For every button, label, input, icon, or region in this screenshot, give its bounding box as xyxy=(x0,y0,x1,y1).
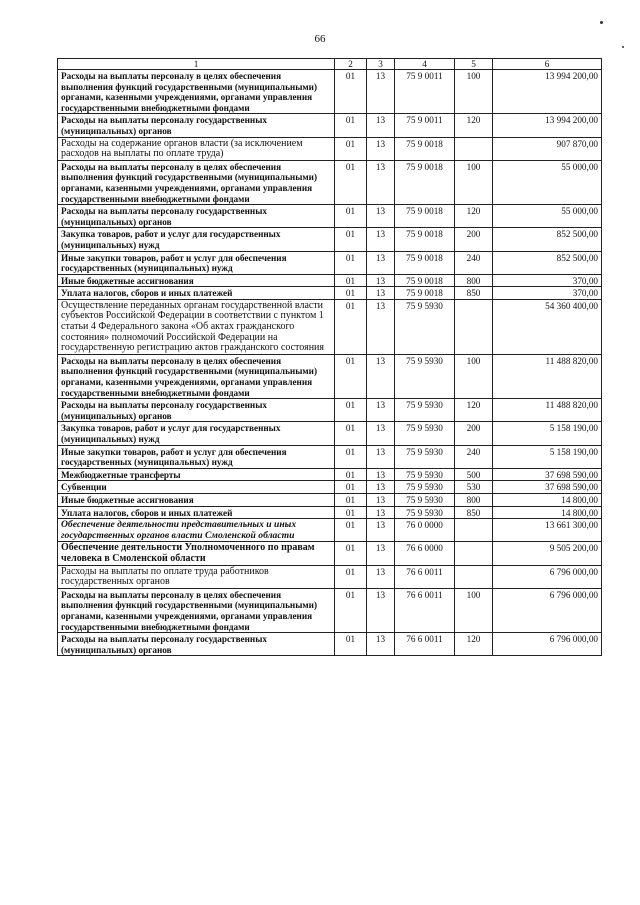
row-name-cell: Расходы на выплаты персоналу в целях обеспечения выполнения функций государственными (муниципальными) органами, казенными учреждениями, органами управления государственными внебюджетными фондами xyxy=(58,354,335,398)
subsection-cell: 13 xyxy=(367,228,395,251)
section-cell: 01 xyxy=(335,588,367,632)
subsection-cell: 13 xyxy=(367,137,395,160)
expense-type-cell xyxy=(455,519,493,542)
expense-type-cell xyxy=(455,542,493,565)
row-name-cell: Закупка товаров, работ и услуг для государственных (муниципальных) нужд xyxy=(58,422,335,445)
subsection-cell: 13 xyxy=(367,445,395,468)
section-cell: 01 xyxy=(335,114,367,137)
target-article-cell: 75 9 0018 xyxy=(395,137,455,160)
row-name-cell: Расходы на выплаты по оплате труда работников государственных органов xyxy=(58,565,335,588)
expense-type-cell: 850 xyxy=(455,287,493,300)
expense-type-cell: 120 xyxy=(455,633,493,656)
subsection-cell: 13 xyxy=(367,287,395,300)
section-cell: 01 xyxy=(335,445,367,468)
row-name-cell: Иные закупки товаров, работ и услуг для обеспечения государственных (муниципальных) нужд xyxy=(58,445,335,468)
table-row xyxy=(58,588,602,632)
expense-type-cell: 120 xyxy=(455,205,493,228)
expense-type-cell: 100 xyxy=(455,588,493,632)
row-name-cell: Расходы на содержание органов власти (за исключением расходов на выплаты по оплате труда) xyxy=(58,137,335,160)
section-cell: 01 xyxy=(335,205,367,228)
section-cell: 01 xyxy=(335,493,367,506)
row-name-cell: Осуществление переданных органам государственной власти субъектов Российской Федерации в соответствии с пунктом 1 статьи 4 Федерального закона «Об актах гражданского состояния» полномочий Российской Федерации на государственную регистрацию актов гражданского состояния xyxy=(58,299,335,354)
expense-type-cell: 120 xyxy=(455,399,493,422)
row-name-cell: Расходы на выплаты персоналу государственных (муниципальных) органов xyxy=(58,114,335,137)
table-row xyxy=(58,205,602,228)
target-article-cell: 75 9 5930 xyxy=(395,481,455,494)
subsection-cell: 13 xyxy=(367,506,395,519)
amount-cell: 6 796 000,00 xyxy=(493,633,602,656)
amount-cell: 9 505 200,00 xyxy=(493,542,602,565)
row-name-cell: Расходы на выплаты персоналу государственных (муниципальных) органов xyxy=(58,205,335,228)
amount-cell: 852 500,00 xyxy=(493,228,602,251)
row-name-cell: Субвенции xyxy=(58,481,335,494)
row-name-cell: Расходы на выплаты персоналу в целях обеспечения выполнения функций государственными (муниципальными) органами, казенными учреждениями, органами управления государственными внебюджетными фондами xyxy=(58,160,335,204)
header-col-3: 3 xyxy=(367,59,395,70)
row-name-cell: Обеспечение деятельности Уполномоченного по правам человека в Смоленской области xyxy=(58,542,335,565)
expense-type-cell: 500 xyxy=(455,468,493,481)
table-row xyxy=(58,399,602,422)
header-col-6: 6 xyxy=(493,59,602,70)
amount-cell: 370,00 xyxy=(493,274,602,287)
target-article-cell: 75 9 5930 xyxy=(395,422,455,445)
amount-cell: 14 800,00 xyxy=(493,493,602,506)
expense-type-cell xyxy=(455,137,493,160)
section-cell: 01 xyxy=(335,542,367,565)
amount-cell: 13 994 200,00 xyxy=(493,70,602,114)
table-row xyxy=(58,274,602,287)
row-name-cell: Межбюджетные трансферты xyxy=(58,468,335,481)
section-cell: 01 xyxy=(335,633,367,656)
amount-cell: 6 796 000,00 xyxy=(493,588,602,632)
row-name-cell: Расходы на выплаты персоналу государственных (муниципальных) органов xyxy=(58,633,335,656)
target-article-cell: 76 6 0011 xyxy=(395,588,455,632)
subsection-cell: 13 xyxy=(367,468,395,481)
table-row xyxy=(58,354,602,398)
section-cell: 01 xyxy=(335,422,367,445)
row-name-cell: Расходы на выплаты персоналу государственных (муниципальных) органов xyxy=(58,399,335,422)
header-col-2: 2 xyxy=(335,59,367,70)
amount-cell: 5 158 190,00 xyxy=(493,422,602,445)
header-col-5: 5 xyxy=(455,59,493,70)
amount-cell: 13 661 300,00 xyxy=(493,519,602,542)
target-article-cell: 76 6 0000 xyxy=(395,542,455,565)
target-article-cell: 76 0 0000 xyxy=(395,519,455,542)
table-row xyxy=(58,160,602,204)
section-cell: 01 xyxy=(335,299,367,354)
target-article-cell: 75 9 0011 xyxy=(395,70,455,114)
target-article-cell: 75 9 5930 xyxy=(395,299,455,354)
row-name-cell: Уплата налогов, сборов и иных платежей xyxy=(58,287,335,300)
table-body xyxy=(58,70,602,656)
target-article-cell: 75 9 5930 xyxy=(395,354,455,398)
expense-type-cell: 200 xyxy=(455,228,493,251)
row-name-cell: Иные закупки товаров, работ и услуг для обеспечения государственных (муниципальных) нужд xyxy=(58,251,335,274)
row-name-cell: Обеспечение деятельности представительных и иных государственных органов власти Смоленской области xyxy=(58,519,335,542)
scan-speck xyxy=(600,21,603,24)
table-row xyxy=(58,633,602,656)
subsection-cell: 13 xyxy=(367,251,395,274)
section-cell: 01 xyxy=(335,274,367,287)
subsection-cell: 13 xyxy=(367,519,395,542)
table-row xyxy=(58,137,602,160)
expense-type-cell: 100 xyxy=(455,160,493,204)
subsection-cell: 13 xyxy=(367,481,395,494)
expense-type-cell: 120 xyxy=(455,114,493,137)
subsection-cell: 13 xyxy=(367,399,395,422)
subsection-cell: 13 xyxy=(367,274,395,287)
subsection-cell: 13 xyxy=(367,354,395,398)
subsection-cell: 13 xyxy=(367,70,395,114)
table-row xyxy=(58,445,602,468)
expense-type-cell: 800 xyxy=(455,274,493,287)
expense-type-cell: 240 xyxy=(455,445,493,468)
page-number: 66 xyxy=(314,33,326,45)
target-article-cell: 76 6 0011 xyxy=(395,633,455,656)
target-article-cell: 75 9 5930 xyxy=(395,506,455,519)
table-row xyxy=(58,70,602,114)
table-row xyxy=(58,565,602,588)
section-cell: 01 xyxy=(335,519,367,542)
amount-cell: 37 698 590,00 xyxy=(493,481,602,494)
target-article-cell: 75 9 5930 xyxy=(395,445,455,468)
expense-type-cell: 100 xyxy=(455,70,493,114)
amount-cell: 55 000,00 xyxy=(493,160,602,204)
table-row xyxy=(58,228,602,251)
target-article-cell: 75 9 5930 xyxy=(395,493,455,506)
subsection-cell: 13 xyxy=(367,114,395,137)
target-article-cell: 76 6 0011 xyxy=(395,565,455,588)
table-row xyxy=(58,481,602,494)
table-row xyxy=(58,114,602,137)
expense-type-cell xyxy=(455,299,493,354)
subsection-cell: 13 xyxy=(367,588,395,632)
expense-type-cell: 530 xyxy=(455,481,493,494)
amount-cell: 907 870,00 xyxy=(493,137,602,160)
expense-type-cell: 240 xyxy=(455,251,493,274)
section-cell: 01 xyxy=(335,287,367,300)
section-cell: 01 xyxy=(335,228,367,251)
scan-speck xyxy=(622,46,624,48)
table-row xyxy=(58,299,602,354)
table-row xyxy=(58,542,602,565)
row-name-cell: Уплата налогов, сборов и иных платежей xyxy=(58,506,335,519)
target-article-cell: 75 9 0018 xyxy=(395,160,455,204)
amount-cell: 37 698 590,00 xyxy=(493,468,602,481)
target-article-cell: 75 9 5930 xyxy=(395,468,455,481)
subsection-cell: 13 xyxy=(367,565,395,588)
amount-cell: 370,00 xyxy=(493,287,602,300)
table-row xyxy=(58,287,602,300)
subsection-cell: 13 xyxy=(367,542,395,565)
amount-cell: 13 994 200,00 xyxy=(493,114,602,137)
table-row xyxy=(58,506,602,519)
budget-table xyxy=(57,58,602,656)
section-cell: 01 xyxy=(335,160,367,204)
table-header-row xyxy=(58,59,602,70)
row-name-cell: Закупка товаров, работ и услуг для государственных (муниципальных) нужд xyxy=(58,228,335,251)
expense-type-cell: 100 xyxy=(455,354,493,398)
amount-cell: 11 488 820,00 xyxy=(493,399,602,422)
target-article-cell: 75 9 0018 xyxy=(395,205,455,228)
table-row xyxy=(58,251,602,274)
table-row xyxy=(58,468,602,481)
section-cell: 01 xyxy=(335,70,367,114)
section-cell: 01 xyxy=(335,481,367,494)
section-cell: 01 xyxy=(335,137,367,160)
header-col-4: 4 xyxy=(395,59,455,70)
amount-cell: 6 796 000,00 xyxy=(493,565,602,588)
expense-type-cell: 800 xyxy=(455,493,493,506)
table-row xyxy=(58,493,602,506)
target-article-cell: 75 9 0011 xyxy=(395,114,455,137)
row-name-cell: Расходы на выплаты персоналу в целях обеспечения выполнения функций государственными (муниципальными) органами, казенными учреждениями, органами управления государственными внебюджетными фондами xyxy=(58,70,335,114)
section-cell: 01 xyxy=(335,565,367,588)
section-cell: 01 xyxy=(335,251,367,274)
row-name-cell: Иные бюджетные ассигнования xyxy=(58,493,335,506)
section-cell: 01 xyxy=(335,399,367,422)
amount-cell: 55 000,00 xyxy=(493,205,602,228)
amount-cell: 54 360 400,00 xyxy=(493,299,602,354)
amount-cell: 11 488 820,00 xyxy=(493,354,602,398)
section-cell: 01 xyxy=(335,506,367,519)
subsection-cell: 13 xyxy=(367,633,395,656)
table-row xyxy=(58,519,602,542)
expense-type-cell xyxy=(455,565,493,588)
subsection-cell: 13 xyxy=(367,205,395,228)
header-col-1: 1 xyxy=(58,59,335,70)
subsection-cell: 13 xyxy=(367,160,395,204)
row-name-cell: Иные бюджетные ассигнования xyxy=(58,274,335,287)
subsection-cell: 13 xyxy=(367,422,395,445)
target-article-cell: 75 9 0018 xyxy=(395,274,455,287)
target-article-cell: 75 9 0018 xyxy=(395,228,455,251)
subsection-cell: 13 xyxy=(367,299,395,354)
table-row xyxy=(58,422,602,445)
subsection-cell: 13 xyxy=(367,493,395,506)
target-article-cell: 75 9 0018 xyxy=(395,251,455,274)
amount-cell: 14 800,00 xyxy=(493,506,602,519)
section-cell: 01 xyxy=(335,354,367,398)
target-article-cell: 75 9 5930 xyxy=(395,399,455,422)
expense-type-cell: 200 xyxy=(455,422,493,445)
section-cell: 01 xyxy=(335,468,367,481)
target-article-cell: 75 9 0018 xyxy=(395,287,455,300)
row-name-cell: Расходы на выплаты персоналу в целях обеспечения выполнения функций государственными (муниципальными) органами, казенными учреждениями, органами управления государственными внебюджетными фондами xyxy=(58,588,335,632)
amount-cell: 5 158 190,00 xyxy=(493,445,602,468)
amount-cell: 852 500,00 xyxy=(493,251,602,274)
expense-type-cell: 850 xyxy=(455,506,493,519)
